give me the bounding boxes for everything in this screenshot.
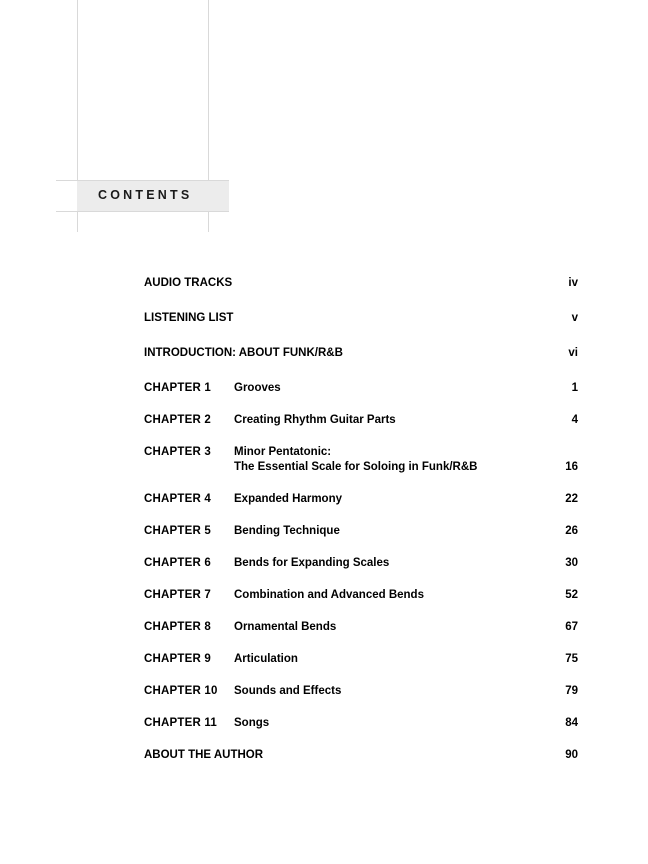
toc-entry-title-line1: LISTENING LIST: [144, 312, 234, 324]
toc-page-number: 16: [565, 461, 578, 473]
toc-chapter-label: CHAPTER 3: [144, 446, 211, 458]
toc-entry-title-line1: Ornamental Bends: [234, 621, 337, 633]
toc-chapter-label: CHAPTER 2: [144, 414, 211, 426]
toc-entry-title-line1: INTRODUCTION: ABOUT FUNK/R&B: [144, 347, 343, 359]
toc-page-number: 4: [571, 414, 578, 426]
toc-entry-title-line1: Expanded Harmony: [234, 493, 342, 505]
toc-entry-title-line1: Articulation: [234, 653, 298, 665]
toc-row[interactable]: [144, 381, 578, 396]
toc-entry-title: [144, 276, 538, 291]
toc-entry-title: [234, 524, 538, 539]
toc-entry-title: [234, 716, 538, 731]
toc-page-number: vi: [568, 347, 578, 359]
toc-row[interactable]: [144, 346, 578, 361]
toc-page-number: 26: [565, 525, 578, 537]
toc-row[interactable]: [144, 276, 578, 291]
toc-row[interactable]: [144, 716, 578, 731]
toc-row[interactable]: [144, 588, 578, 603]
toc-page-number: 90: [565, 749, 578, 761]
toc-entry-title: [234, 620, 538, 635]
toc-row[interactable]: [144, 556, 578, 571]
toc-entry-title: [234, 684, 538, 699]
toc-page-number: v: [571, 312, 578, 324]
toc-entry-title-line1: Minor Pentatonic:: [234, 446, 332, 458]
toc-row[interactable]: [144, 311, 578, 326]
toc-entry-title: [144, 311, 538, 326]
toc-entry-title-line1: Combination and Advanced Bends: [234, 589, 424, 601]
contents-heading: CONTENTS: [98, 188, 193, 202]
toc-row[interactable]: [144, 748, 578, 763]
toc-row[interactable]: [144, 524, 578, 539]
toc-entry-title: [144, 346, 538, 361]
toc-chapter-label: CHAPTER 11: [144, 717, 217, 729]
toc-chapter-label: CHAPTER 7: [144, 589, 211, 601]
toc-chapter-label: CHAPTER 1: [144, 382, 211, 394]
toc-page-number: 22: [565, 493, 578, 505]
toc-entry-title: [234, 413, 538, 428]
toc-entry-title-line1: Creating Rhythm Guitar Parts: [234, 414, 396, 426]
toc-row[interactable]: [144, 684, 578, 699]
toc-entry-title: [234, 652, 538, 667]
toc-chapter-label: CHAPTER 5: [144, 525, 211, 537]
toc-entry-title-line1: Grooves: [234, 382, 281, 394]
toc-entry-title-line1: ABOUT THE AUTHOR: [144, 749, 264, 761]
toc-entry-title: [234, 556, 538, 571]
toc-page-number: 1: [571, 382, 578, 394]
toc-page-number: 79: [565, 685, 578, 697]
toc-page-number: 52: [565, 589, 578, 601]
toc-row[interactable]: [144, 652, 578, 667]
toc-entry-title-line1: Sounds and Effects: [234, 685, 342, 697]
toc-chapter-label: CHAPTER 10: [144, 685, 218, 697]
toc-entry-title-line1: Bending Technique: [234, 525, 340, 537]
toc-chapter-label: CHAPTER 9: [144, 653, 211, 665]
toc-entry-title-line1: Bends for Expanding Scales: [234, 557, 390, 569]
toc-entry-title: [234, 381, 538, 396]
toc-entry-title: [144, 748, 538, 763]
toc-page-number: iv: [568, 277, 578, 289]
toc-entry-title: [234, 445, 538, 475]
toc-entry-title-line1: Songs: [234, 717, 270, 729]
toc-entry-title: [234, 492, 538, 507]
toc-chapter-label: CHAPTER 4: [144, 493, 211, 505]
toc-row[interactable]: [144, 620, 578, 635]
table-of-contents: [144, 276, 578, 783]
crop-rule-horizontal-bottom: [56, 211, 229, 212]
toc-entry-title: [234, 588, 538, 603]
toc-page-number: 30: [565, 557, 578, 569]
toc-page-number: 84: [565, 717, 578, 729]
toc-chapter-label: CHAPTER 6: [144, 557, 211, 569]
toc-page-number: 67: [565, 621, 578, 633]
toc-entry-title-line1: AUDIO TRACKS: [144, 277, 233, 289]
toc-row[interactable]: [144, 413, 578, 428]
toc-entry-title-line2: The Essential Scale for Soloing in Funk/R&B: [234, 461, 478, 473]
toc-row[interactable]: [144, 492, 578, 507]
toc-chapter-label: CHAPTER 8: [144, 621, 211, 633]
toc-row[interactable]: [144, 445, 578, 475]
toc-page-number: 75: [565, 653, 578, 665]
